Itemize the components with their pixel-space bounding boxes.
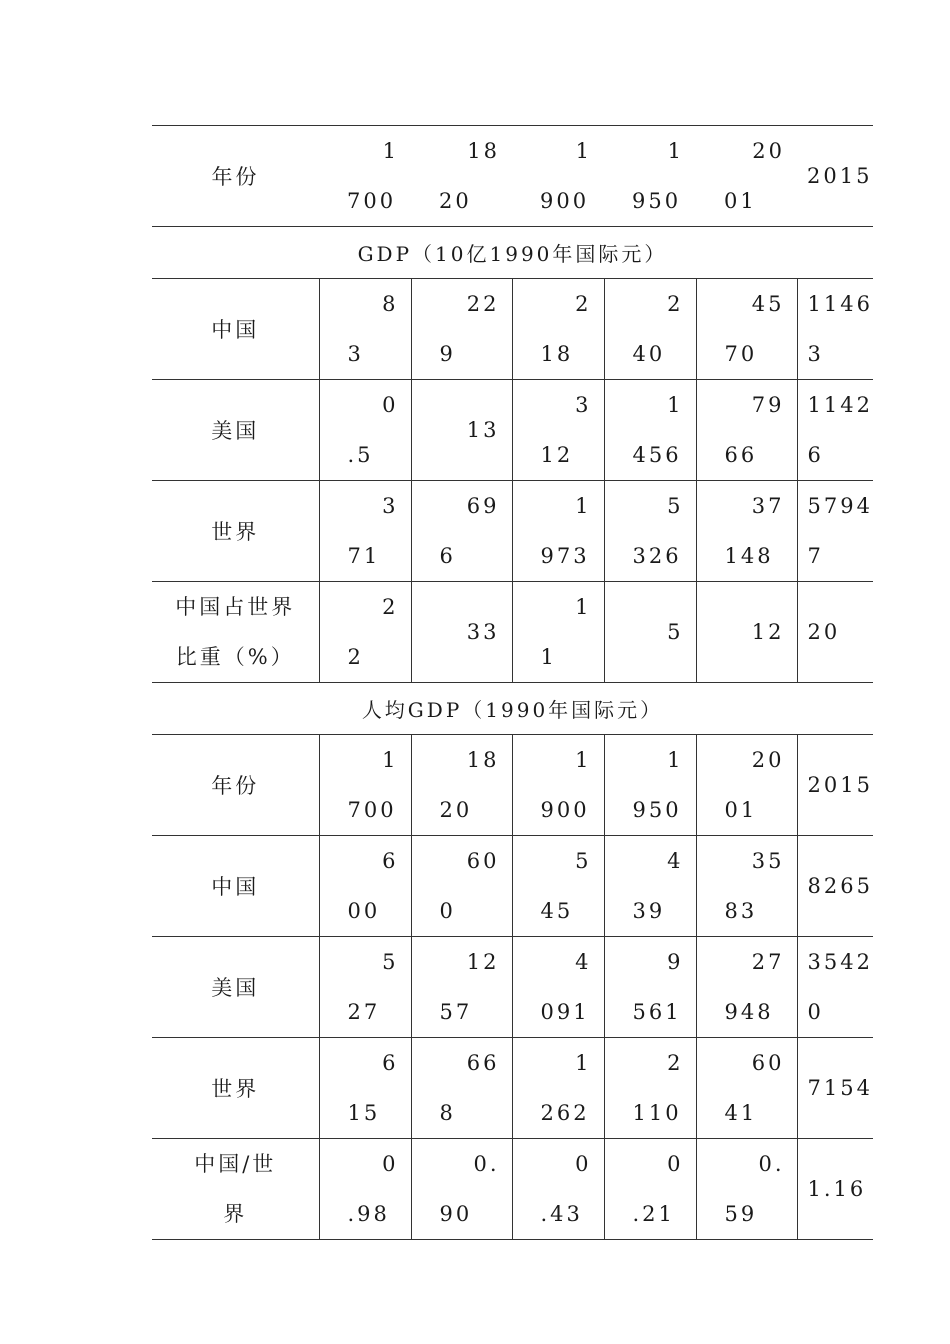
- cell-line-1: 1: [382, 139, 399, 163]
- table-cell: [411, 735, 512, 836]
- cell-line-2: 326: [632, 544, 682, 568]
- cell-line-2: 900: [540, 189, 590, 213]
- cell-line-2: 9: [439, 342, 456, 366]
- cell-line-2: 01: [724, 189, 757, 213]
- table-row: [152, 380, 873, 481]
- cell-line-1: 1: [667, 393, 684, 417]
- table-cell: [319, 380, 411, 481]
- table-cell: [319, 279, 411, 380]
- cell-line-1: 18: [466, 748, 500, 772]
- table-cell: [797, 380, 873, 481]
- table-cell: 7154: [797, 1038, 873, 1139]
- table-cell: [604, 836, 696, 937]
- table-cell: [696, 481, 797, 582]
- row-label: 年份: [152, 735, 319, 836]
- cell-line-2: 71: [347, 544, 381, 568]
- cell-line-1: 1: [382, 748, 399, 772]
- table-cell: [512, 937, 604, 1038]
- table-cell: 1.16: [797, 1139, 873, 1240]
- cell-line-1: 3: [575, 393, 592, 417]
- cell-line-2: 18: [540, 342, 574, 366]
- table-cell: [696, 1038, 797, 1139]
- cell-line-2: 262: [540, 1101, 590, 1125]
- table-cell: [411, 937, 512, 1038]
- cell-line-2: 20: [439, 189, 472, 213]
- row-label: 美国: [152, 380, 319, 481]
- cell-line-1: 9: [667, 950, 684, 974]
- table-cell: [604, 1139, 696, 1240]
- table-cell: [512, 481, 604, 582]
- cell-line-2: 8: [439, 1101, 456, 1125]
- table-cell: [512, 1139, 604, 1240]
- cell-line-1: 1: [575, 748, 592, 772]
- cell-line-1: 5794: [807, 494, 873, 518]
- row-label: 年份: [152, 126, 319, 227]
- table-body: [152, 126, 873, 1240]
- table-cell: [696, 126, 797, 227]
- row-label-line-1: 中国/世: [194, 1152, 277, 1176]
- cell-line-1: 18: [467, 139, 500, 163]
- table-cell: [512, 126, 604, 227]
- table-row: [152, 1038, 873, 1139]
- cell-line-2: 700: [347, 189, 397, 213]
- section-header-row: [152, 227, 873, 279]
- cell-line-2: 1: [540, 645, 557, 669]
- table-cell: [604, 735, 696, 836]
- cell-line-1: 0.: [473, 1152, 500, 1176]
- cell-line-2: 59: [724, 1202, 758, 1226]
- cell-line-1: 79: [751, 393, 785, 417]
- cell-line-2: 700: [347, 798, 397, 822]
- table-cell: [604, 380, 696, 481]
- cell-line-1: 1: [575, 139, 592, 163]
- table-cell: [319, 836, 411, 937]
- row-label: 世界: [152, 1038, 319, 1139]
- cell-line-1: 1: [575, 595, 592, 619]
- cell-line-2: 01: [724, 798, 758, 822]
- cell-line-1: 20: [751, 748, 785, 772]
- row-label: 美国: [152, 937, 319, 1038]
- cell-line-1: 0.: [758, 1152, 785, 1176]
- cell-line-1: 1142: [807, 393, 873, 417]
- cell-line-2: 561: [632, 1000, 682, 1024]
- cell-line-1: 37: [751, 494, 785, 518]
- table-cell: [797, 279, 873, 380]
- cell-line-1: 1: [575, 494, 592, 518]
- cell-line-1: 1: [667, 139, 684, 163]
- table-cell: [411, 1139, 512, 1240]
- table-cell: [512, 380, 604, 481]
- table-row: [152, 279, 873, 380]
- cell-line-1: 3542: [807, 950, 873, 974]
- table-cell: [696, 380, 797, 481]
- table-cell: [604, 937, 696, 1038]
- cell-line-1: 45: [751, 292, 785, 316]
- cell-line-2: .98: [347, 1202, 390, 1226]
- cell-line-2: 950: [632, 798, 682, 822]
- cell-line-1: 5: [575, 849, 592, 873]
- table-cell: [319, 481, 411, 582]
- table-cell: 2015: [797, 735, 873, 836]
- cell-line-2: 7: [807, 544, 824, 568]
- table-cell: [797, 937, 873, 1038]
- table-row: [152, 582, 873, 683]
- cell-line-2: 3: [347, 342, 364, 366]
- cell-line-2: 27: [347, 1000, 381, 1024]
- table-row: [152, 836, 873, 937]
- row-label-line-2: 比重（%）: [175, 645, 295, 669]
- table-cell: 2015: [797, 126, 873, 227]
- table-cell: [512, 582, 604, 683]
- section-title: 人均GDP（1990年国际元）: [152, 683, 873, 735]
- cell-line-1: 0: [575, 1152, 592, 1176]
- table-cell: [604, 126, 696, 227]
- cell-line-1: 2: [667, 1051, 684, 1075]
- table-cell: [604, 1038, 696, 1139]
- cell-line-2: 6: [807, 443, 824, 467]
- cell-line-2: 900: [540, 798, 590, 822]
- cell-line-1: 60: [751, 1051, 785, 1075]
- table-cell: 8265: [797, 836, 873, 937]
- cell-line-1: 8: [382, 292, 399, 316]
- cell-line-1: 1: [575, 1051, 592, 1075]
- cell-line-1: 66: [466, 1051, 500, 1075]
- cell-line-2: 15: [347, 1101, 381, 1125]
- table-row: [152, 1139, 873, 1240]
- cell-line-2: 45: [540, 899, 574, 923]
- table-cell: 5: [604, 582, 696, 683]
- cell-line-2: 148: [724, 544, 774, 568]
- row-label-line-2: 界: [223, 1202, 248, 1226]
- table-cell: [696, 279, 797, 380]
- cell-line-2: .43: [540, 1202, 583, 1226]
- table-row: [152, 937, 873, 1038]
- table-cell: [512, 279, 604, 380]
- cell-line-1: 1: [667, 748, 684, 772]
- table-cell: 13: [411, 380, 512, 481]
- cell-line-1: 6: [382, 849, 399, 873]
- cell-line-2: 2: [347, 645, 364, 669]
- table-cell: [411, 1038, 512, 1139]
- cell-line-2: 456: [632, 443, 682, 467]
- cell-line-2: 83: [724, 899, 758, 923]
- table-cell: [512, 1038, 604, 1139]
- cell-line-2: 948: [724, 1000, 774, 1024]
- table-cell: [319, 126, 411, 227]
- row-label: 世界: [152, 481, 319, 582]
- table-cell: [319, 735, 411, 836]
- table-cell: [319, 1139, 411, 1240]
- cell-line-1: 1146: [807, 292, 873, 316]
- table-cell: [411, 481, 512, 582]
- table-cell: [696, 1139, 797, 1240]
- row-label: 中国: [152, 836, 319, 937]
- cell-line-2: 0: [439, 899, 456, 923]
- table-cell: 33: [411, 582, 512, 683]
- cell-line-1: 22: [466, 292, 500, 316]
- table-cell: [696, 937, 797, 1038]
- cell-line-2: 3: [807, 342, 824, 366]
- cell-line-1: 20: [752, 139, 785, 163]
- cell-line-1: 3: [382, 494, 399, 518]
- cell-line-2: 20: [439, 798, 473, 822]
- section-header-row: [152, 683, 873, 735]
- table-cell: [797, 481, 873, 582]
- section-title: GDP（10亿1990年国际元）: [152, 227, 873, 279]
- row-label: [152, 1139, 319, 1240]
- cell-line-2: .5: [347, 443, 374, 467]
- cell-line-1: 69: [466, 494, 500, 518]
- table-cell: [319, 937, 411, 1038]
- table-cell: [604, 481, 696, 582]
- row-label: [152, 582, 319, 683]
- row-label-line-1: 中国占世界: [175, 595, 296, 619]
- cell-line-1: 4: [667, 849, 684, 873]
- cell-line-1: 5: [382, 950, 399, 974]
- table-cell: [411, 836, 512, 937]
- gdp-comparison-table: [152, 125, 873, 1240]
- table-cell: [604, 279, 696, 380]
- cell-line-2: 70: [724, 342, 758, 366]
- cell-line-2: 6: [439, 544, 456, 568]
- cell-line-1: 5: [667, 494, 684, 518]
- table-row: [152, 735, 873, 836]
- cell-line-2: 973: [540, 544, 590, 568]
- cell-line-1: 27: [751, 950, 785, 974]
- cell-line-2: 40: [632, 342, 666, 366]
- cell-line-2: 90: [439, 1202, 473, 1226]
- cell-line-2: 57: [439, 1000, 473, 1024]
- cell-line-1: 2: [667, 292, 684, 316]
- cell-line-1: 0: [382, 1152, 399, 1176]
- cell-line-2: .21: [632, 1202, 675, 1226]
- header-row: [152, 126, 873, 227]
- cell-line-2: 00: [347, 899, 381, 923]
- cell-line-2: 091: [540, 1000, 590, 1024]
- cell-line-1: 35: [751, 849, 785, 873]
- table-cell: [512, 735, 604, 836]
- cell-line-2: 66: [724, 443, 758, 467]
- cell-line-1: 2: [382, 595, 399, 619]
- cell-line-2: 12: [540, 443, 574, 467]
- cell-line-1: 60: [466, 849, 500, 873]
- cell-line-1: 0: [667, 1152, 684, 1176]
- cell-line-1: 4: [575, 950, 592, 974]
- cell-line-2: 950: [632, 189, 682, 213]
- cell-line-1: 2: [575, 292, 592, 316]
- cell-line-2: 0: [807, 1000, 824, 1024]
- row-label: 中国: [152, 279, 319, 380]
- table-cell: [319, 1038, 411, 1139]
- cell-line-1: 0: [382, 393, 399, 417]
- cell-line-2: 41: [724, 1101, 758, 1125]
- cell-line-1: 12: [466, 950, 500, 974]
- table-cell: [411, 126, 512, 227]
- cell-line-2: 39: [632, 899, 666, 923]
- cell-line-2: 110: [632, 1101, 682, 1125]
- table-cell: [696, 735, 797, 836]
- table-cell: [512, 836, 604, 937]
- table-row: [152, 481, 873, 582]
- cell-line-1: 6: [382, 1051, 399, 1075]
- table-cell: 12: [696, 582, 797, 683]
- table-cell: 20: [797, 582, 873, 683]
- table-cell: [319, 582, 411, 683]
- table-cell: [411, 279, 512, 380]
- table-cell: [696, 836, 797, 937]
